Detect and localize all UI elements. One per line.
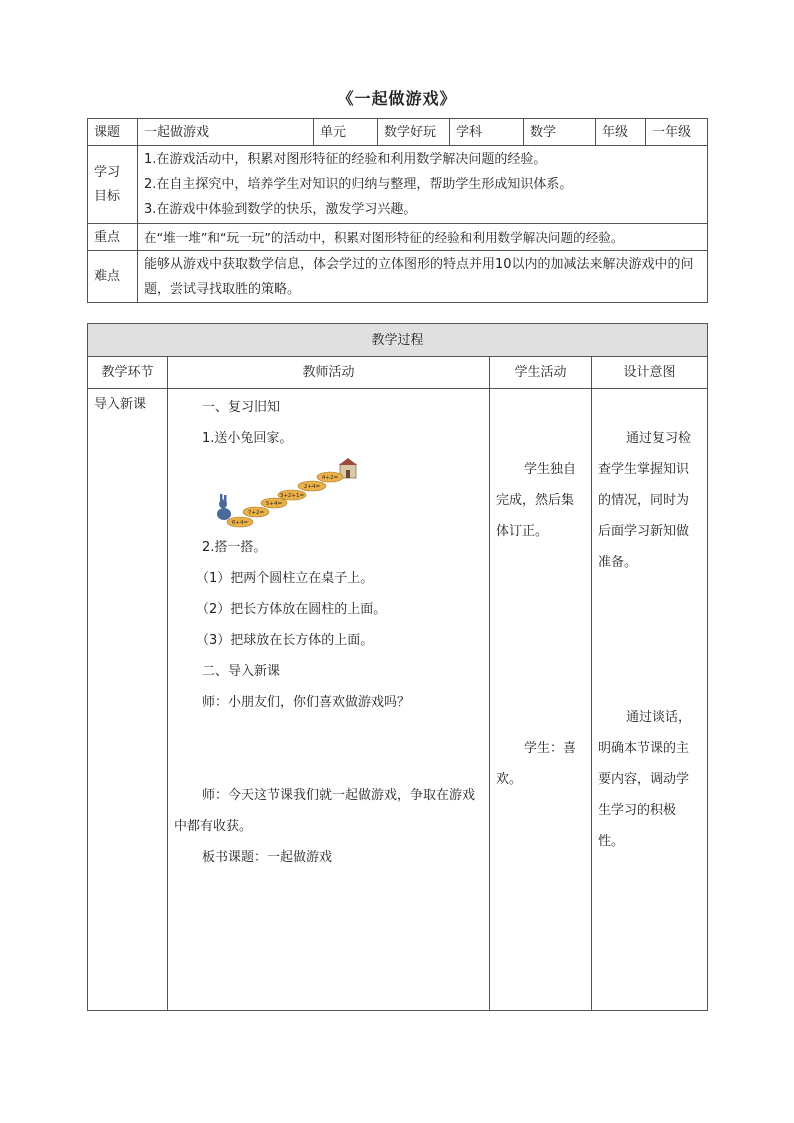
rabbit-steps-image [214, 458, 364, 528]
goals-cell [138, 146, 708, 224]
teacher-activity-cell [168, 389, 490, 1011]
section-heading: 一、复习旧知 [202, 400, 281, 415]
column-header: 设计意图 [592, 357, 708, 389]
step-label: 5+4= [265, 501, 283, 507]
goal-item: 2.在自主探究中，培养学生对知识的归纳与整理，帮助学生形成知识体系。 [144, 177, 573, 192]
teacher-line: （1）把两个圆柱立在桌子上。 [196, 571, 374, 586]
step-label: 6+4= [231, 520, 249, 526]
unit-value: 数学好玩 [378, 119, 450, 146]
step-label: 4+2= [321, 475, 339, 481]
step-label: 7+2= [247, 510, 265, 516]
teaching-process-table [87, 323, 708, 1011]
grade-label: 年级 [596, 119, 646, 146]
step-label: 2+4= [303, 484, 321, 490]
page-title: 《一起做游戏》 [337, 89, 457, 108]
teacher-line: 板书课题：一起做游戏 [202, 850, 333, 865]
student-activity-cell [490, 389, 592, 1011]
intent-line: 通过复习检查学生掌握知识的情况，同时为后面学习新知做准备。 [598, 431, 692, 570]
column-header: 教学环节 [88, 357, 168, 389]
column-header: 教师活动 [168, 357, 490, 389]
teacher-line: 1.送小兔回家。 [202, 431, 293, 446]
process-header: 教学过程 [88, 324, 708, 357]
key-label: 重点 [88, 224, 138, 251]
goal-item: 1.在游戏活动中，积累对图形特征的经验和利用数学解决问题的经验。 [144, 152, 547, 167]
rabbit-icon [217, 494, 231, 520]
lesson-value: 一起做游戏 [138, 119, 314, 146]
lesson-info-table [87, 118, 708, 303]
subject-value: 数学 [524, 119, 596, 146]
teacher-line: （3）把球放在长方体的上面。 [196, 633, 374, 648]
teacher-line: 师：今天这节课我们就一起做游戏，争取在游戏中都有收获。 [174, 788, 476, 834]
section-heading: 二、导入新课 [202, 664, 281, 679]
unit-label: 单元 [314, 119, 378, 146]
subject-label: 学科 [450, 119, 524, 146]
student-line: 学生：喜欢。 [496, 741, 577, 787]
design-intent-cell [592, 389, 708, 1011]
student-line: 学生独自完成，然后集体订正。 [496, 462, 577, 539]
key-value: 在“堆一堆”和“玩一玩”的活动中，积累对图形特征的经验和利用数学解决问题的经验。 [138, 224, 708, 251]
intent-line: 通过谈话，明确本节课的主要内容，调动学生学习的积极性。 [598, 710, 692, 849]
grade-value: 一年级 [646, 119, 708, 146]
column-header: 学生活动 [490, 357, 592, 389]
lesson-label: 课题 [88, 119, 138, 146]
goals-label: 学习目标 [88, 146, 138, 224]
teacher-line: 师：小朋友们，你们喜欢做游戏吗？ [202, 695, 411, 710]
difficult-value: 能够从游戏中获取数学信息，体会学过的立体图形的特点并用10以内的加减法来解决游戏中的问题，尝试寻找取胜的策略。 [138, 251, 708, 303]
difficult-label: 难点 [88, 251, 138, 303]
step-label: 3+2+1= [279, 493, 305, 499]
teacher-line: 2.搭一搭。 [202, 540, 267, 555]
goal-item: 3.在游戏中体验到数学的快乐，激发学习兴趣。 [144, 202, 417, 217]
stage-cell: 导入新课 [88, 389, 168, 1011]
teacher-line: （2）把长方体放在圆柱的上面。 [196, 602, 387, 617]
